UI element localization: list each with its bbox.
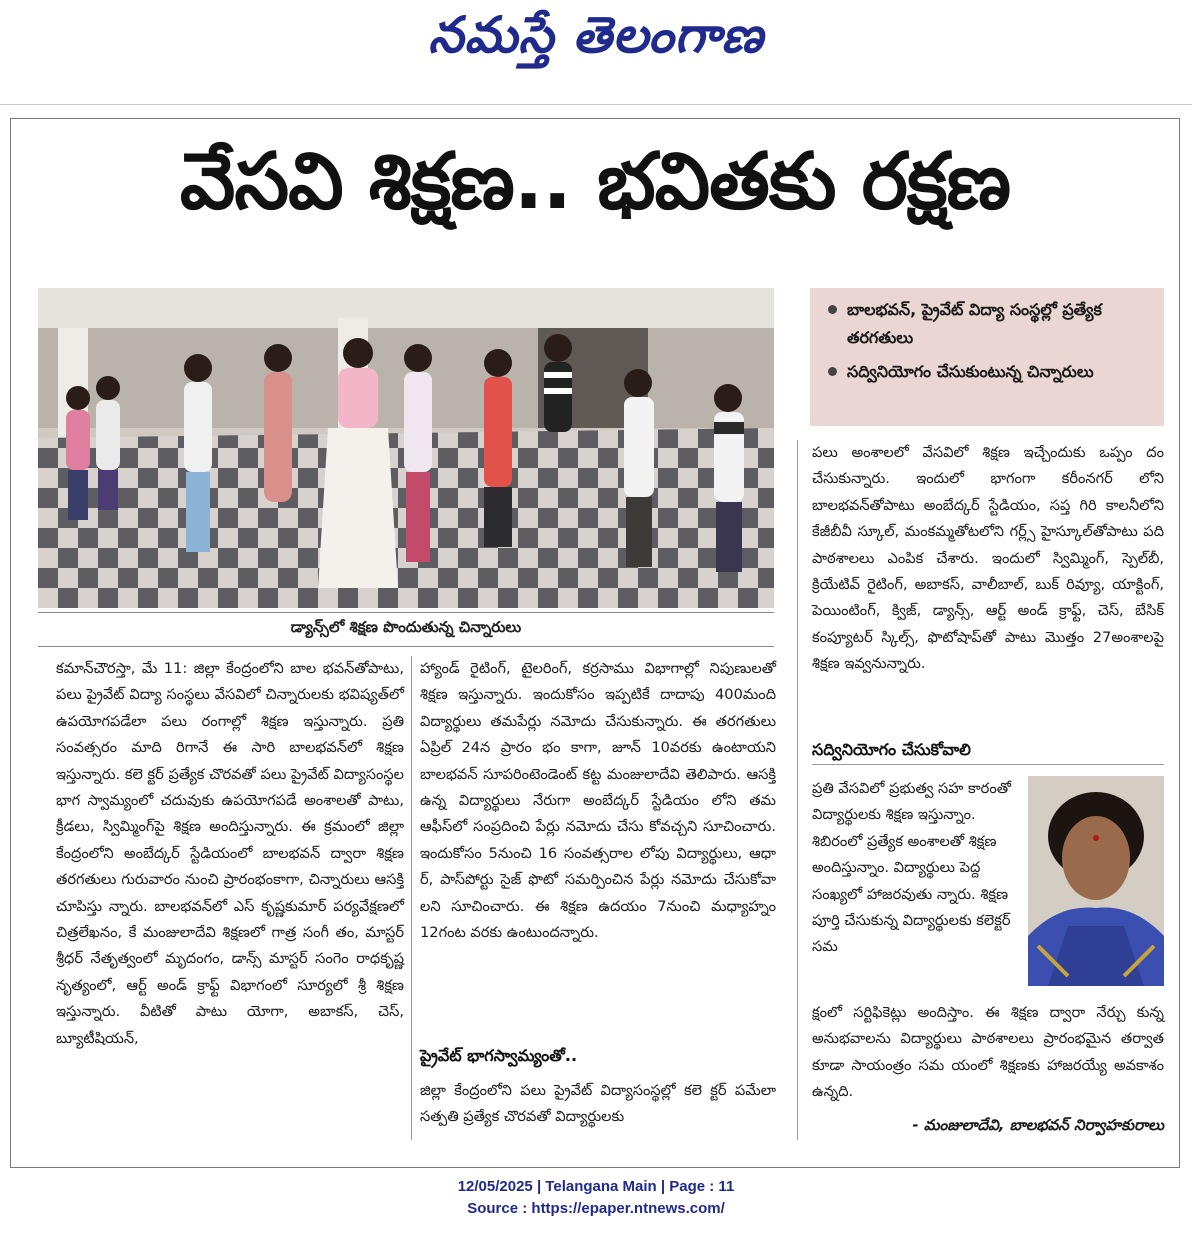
caption-rule-bottom xyxy=(38,646,774,647)
article-column-middle xyxy=(420,656,776,946)
headline: వేసవి శిక్షణ.. భవితకు రక్షణ xyxy=(179,136,1011,227)
highlight-item xyxy=(828,358,1154,386)
highlight-text: సద్వినియోగం చేసుకుంటున్న చిన్నారులు xyxy=(847,362,1094,381)
quote-attribution: - మంజులాదేవి, బాలభవన్ నిర్వాహకురాలు xyxy=(912,1116,1164,1134)
caption-rule xyxy=(38,612,774,613)
quote-continuation: క్షంలో సర్టిఫికెట్లు అందిస్తాం. ఈ శిక్షణ ద్వారా నేర్చు కున్న అనుభవాలను విద్యార్థులు పాఠశాలలు ప్రారంభమైన తర్వాత కూడా సాయంత్రం సమ యంలో శిక్షణకు హాజరయ్యే అవకాశం ఉన్నది. xyxy=(812,1004,1164,1101)
masthead xyxy=(0,6,1192,76)
bullet-icon xyxy=(828,305,837,314)
page-footer xyxy=(0,1176,1192,1220)
highlight-item xyxy=(828,296,1154,352)
masthead-title: నమస్తే తెలంగాణ xyxy=(428,5,764,64)
subhead-private-partnership: ప్రైవేట్ భాగస్వామ్యంతో.. xyxy=(420,1046,578,1065)
highlight-text: బాలభవన్, ప్రైవేట్ విద్యా సంస్థల్లో ప్రత్యేక తరగతులు xyxy=(847,300,1102,347)
article-column-right xyxy=(812,440,1164,678)
footer-source-line[interactable]: Source : https://epaper.ntnews.com/ xyxy=(467,1200,725,1217)
bullet-icon xyxy=(828,367,837,376)
dance-class-photo xyxy=(38,288,774,608)
article-column-left xyxy=(56,656,404,1052)
masthead-rule xyxy=(0,104,1192,105)
quote-text: ప్రతి వేసవిలో ప్రభుత్వ సహ కారంతో విద్యార్థులకు శిక్షణ ఇస్తున్నాం. శిబిరంలో ప్రత్యేక అంశాలతో శిక్షణ అందిస్తున్నాం. విద్యార్థులు పెద్ద సంఖ్యలో హాజరవుతు న్నారు. శిక్షణ పూర్తి చేసుకున్న విద్యార్థులకు కలెక్టర్ సమ xyxy=(812,780,1011,956)
article-paragraph: కమాన్‌చౌరస్తా, మే 11: జిల్లా కేంద్రంలోని బాల భవన్‌తోపాటు, పలు ప్రైవేట్ విద్యా సంస్థలు వేసవిలో చిన్నారులకు భవిష్యత్‌లో ఉపయోగపడేలా పలు రంగాల్లో శిక్షణ ఇస్తున్నారు. ప్రతి సంవత్సరం మాది రిగానే ఈ సారి బాలభవన్‌లో శిక్షణ ఇస్తున్నారు. కలె క్టర్ ప్రత్యేక చొరవతో పలు ప్రైవేట్ విద్యాసంస్థల భాగ స్వామ్యంలో చదువుకు ఉపయోగపడే అంశాలతో పాటు, క్రీడలు, స్విమ్మింగ్‌పై శిక్షణ అందిస్తున్నారు. ఈ క్రమంలో జిల్లా కేంద్రంలోని అంబేద్కర్ స్టేడియంలో బాలభవన్ ద్వారా శిక్షణ తరగతులు గురువారం నుంచి ప్రారంభంకాగా, చిన్నారులు ఆసక్తి చూపిస్తు న్నారు. బాలభవన్‌లో ఎస్ కృష్ణకుమార్ పర్యవేక్షణలో చిత్రలేఖనం, కే మంజులాదేవి శిక్షణలో గాత్ర సంగీ తం, మాస్టర్ శ్రీధర్ నేతృత్వంలో మృదంగం, డాన్స్ మాస్టర్ సంగెం రాధకృష్ణ నృత్యంలో, ఆర్ట్ అండ్ క్రాఫ్ట్ విభాగంలో సూర్యలో శ్రీ శిక్షణ ఇస్తున్నారు. వీటితో పాటు యోగా, అబాకస్, చెస్, బ్యూటీషియన్, xyxy=(56,660,404,1047)
subhead-make-use: సద్వినియోగం చేసుకోవాలి xyxy=(812,736,1164,765)
article-column-middle-bottom xyxy=(420,1078,776,1131)
portrait-photo xyxy=(1028,776,1164,986)
highlights-box xyxy=(810,288,1164,426)
article-paragraph: పలు అంశాలలో వేసవిలో శిక్షణ ఇచ్చేందుకు ఒప్పం దం చేసుకున్నారు. ఇందులో భాగంగా కరీంనగర్ లోని బాలభవన్‌తోపాటు అంబేద్కర్ స్టేడియం, సప్త గిరి కాలనీలోని కేజీబీవీ స్కూల్, మంకమ్మతోటలోని గర్ల్స్ హైస్కూల్‌తోపాటు పది పాఠశాలలు ఎంపిక చేశారు. ఇందులో స్విమ్మింగ్, స్పెల్‌బీ, క్రియేటివ్ రైటింగ్, అబాకస్, వాలీబాల్, బుక్ రివ్యూ, యాక్టింగ్, పెయింటింగ్, క్విజ్, డ్యాన్స్, ఆర్ట్ అండ్ క్రాఫ్ట్, చెస్, బేసిక్ కంప్యూటర్ స్కిల్స్, ఫొటోషాప్‌తో పాటు మొత్తం 27అంశాలపై శిక్షణ ఇవ్వనున్నారు. xyxy=(812,444,1164,673)
article-paragraph: జిల్లా కేంద్రంలోని పలు ప్రైవేట్ విద్యాసంస్థల్లో కలె క్టర్ పమేలా సత్పతి ప్రత్యేక చొరవతో విద్యార్థులకు xyxy=(420,1082,776,1126)
footer-date-line: 12/05/2025 | Telangana Main | Page : 11 xyxy=(457,1178,735,1195)
photo-caption: డ్యాన్స్‌లో శిక్షణ పొందుతున్న చిన్నారులు xyxy=(290,618,522,636)
article-paragraph: హ్యాండ్ రైటింగ్, టైలరింగ్, కర్రసాము విభాగాల్లో నిపుణులతో శిక్షణ ఇస్తున్నారు. ఇందుకోసం ఇప్పటికే దాదాపు 400మంది విద్యార్థులు తమపేర్లు నమోదు చేసుకున్నారు. ఈ తరగతులు ఏప్రిల్ 24న ప్రారం భం కాగా, జూన్ 10వరకు ఉంటాయని బాలభవన్ సూపరింటెండెంట్ కట్ట మంజులాదేవి తెలిపారు. ఆసక్తి ఉన్న విద్యార్థులు నేరుగా అంబేద్కర్ స్టేడియం లోని తమ ఆఫీస్‌లో సంప్రదించి పేర్లు నమోదు చేసు కోవచ్చని సూచించారు. ఇందుకోసం 5నుంచి 16 సంవత్సరాల లోపు విద్యార్థులు, ఆధా ర్, పాస్‌పోర్టు సైజ్ ఫొటో సమర్పించిన పేర్లు నమోదు చేసుకోవా లని సూచించారు. ఈ శిక్షణ ఉదయం 7నుంచి మధ్యాహ్నం 12గంట వరకు ఉంటుందన్నారు. xyxy=(420,660,776,942)
column-divider xyxy=(797,440,798,1140)
column-divider xyxy=(411,656,412,1140)
